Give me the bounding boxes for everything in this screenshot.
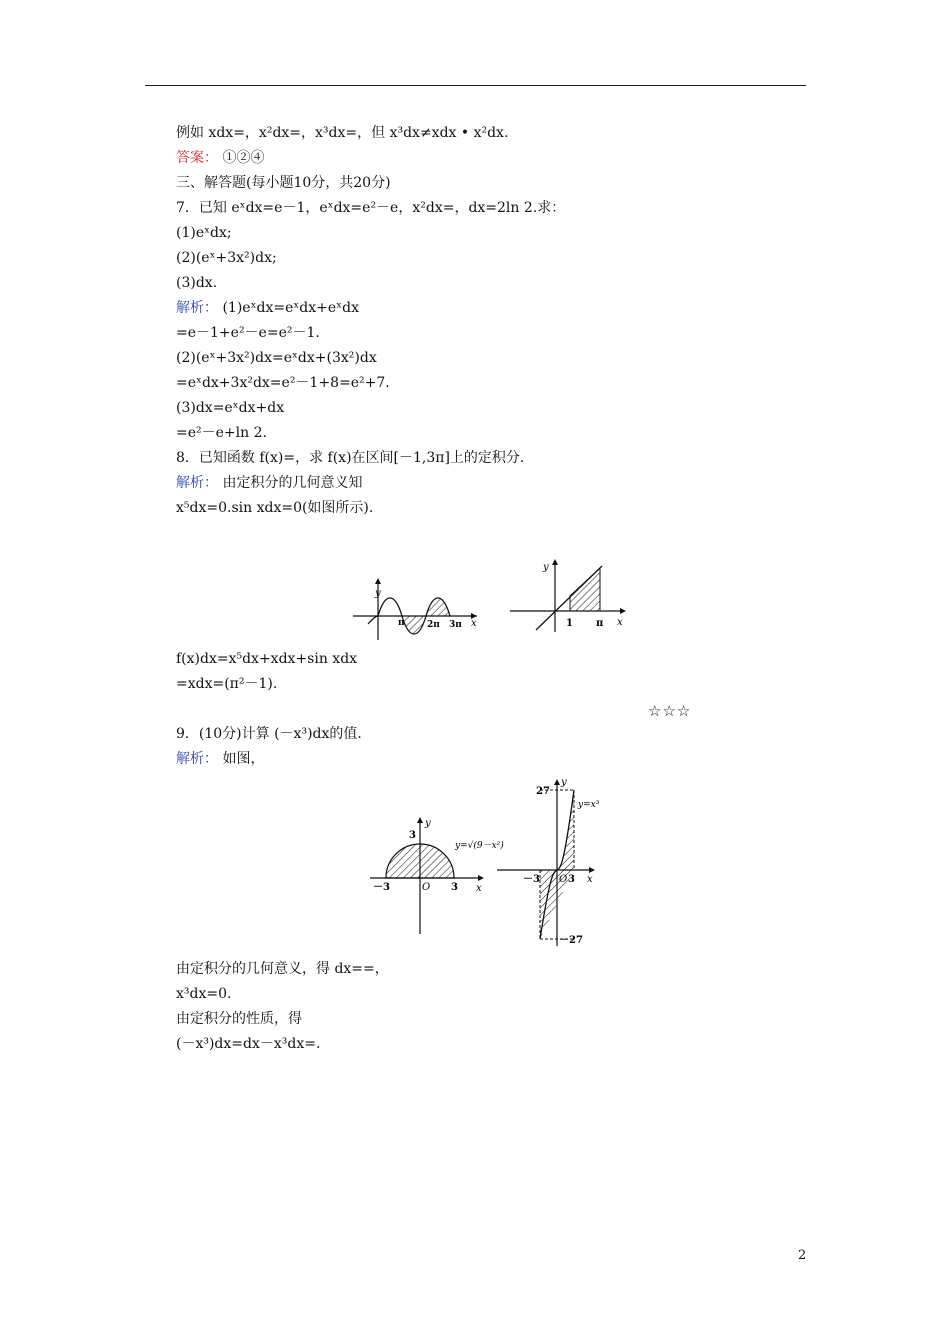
difficulty-stars: ☆☆☆ <box>648 702 692 720</box>
text-line <box>176 399 284 417</box>
text-line <box>176 124 508 142</box>
tick-3pi: 3π <box>449 620 462 630</box>
tick-neg3: －3 <box>373 882 390 893</box>
text-line <box>176 324 320 342</box>
line-text: (3)dx=eˣdx+dx <box>176 400 285 416</box>
line-text: 由定积分的性质，得 <box>176 1011 302 1027</box>
line-text: =e²－e+ln 2. <box>176 425 267 441</box>
axis-x-label: x <box>476 883 482 894</box>
line-text: f(x)dx=x⁵dx+xdx+sin xdx <box>176 651 358 667</box>
text-line <box>176 725 362 743</box>
line-text: (－x³)dx=dx－x³dx=. <box>176 1036 321 1052</box>
axis-x-label: x <box>471 618 477 629</box>
line-text: (3)dx. <box>176 275 218 291</box>
answer-label: 答案： <box>176 150 218 166</box>
tick-neg27: －27 <box>559 935 583 946</box>
axis-y-label: y <box>375 588 381 599</box>
text-line <box>176 424 267 442</box>
axis-y-label: y <box>425 818 431 829</box>
text-line <box>176 1010 302 1028</box>
tick-2pi: 2π <box>427 620 440 630</box>
line-text: =eˣdx+3x²dx=e²－1+8=e²+7. <box>176 375 390 391</box>
origin-label: O <box>559 874 568 885</box>
figure-cubic <box>495 776 615 948</box>
page-number: 2 <box>798 1248 807 1263</box>
text-line <box>176 249 277 267</box>
line-text: x⁵dx=0.sin xdx=0(如图所示). <box>176 500 374 516</box>
tick-1: 1 <box>566 618 573 629</box>
tick-pi: π <box>596 618 604 629</box>
tick-3-right: 3 <box>451 882 458 893</box>
tick-neg3: －3 <box>523 874 540 885</box>
text-line <box>176 960 389 978</box>
text-line <box>176 750 264 768</box>
line-text: =xdx=(π²－1). <box>176 676 278 692</box>
curve-label: y=√(9－x²) <box>455 841 504 851</box>
axis-y-label: y <box>543 562 549 573</box>
text-line <box>176 149 264 167</box>
line-text: ①②④ <box>218 150 265 166</box>
axis-x-label: x <box>617 617 623 628</box>
line-text: x³dx=0. <box>176 986 232 1002</box>
line-text: (1)eˣdx; <box>176 225 232 241</box>
origin-label: O <box>422 882 431 893</box>
text-line <box>176 299 359 317</box>
line-text: (1)eˣdx=eˣdx+eˣdx <box>218 300 359 316</box>
line-text: 由定积分的几何意义知 <box>218 475 363 491</box>
text-line <box>176 675 277 693</box>
line-text: 8．已知函数 f(x)=，求 f(x)在区间[－1,3π]上的定积分. <box>176 450 525 466</box>
text-line <box>176 224 232 242</box>
tick-pi: π <box>398 618 405 628</box>
answer-label: 解析： <box>176 751 218 767</box>
line-text: 例如 xdx=，x²dx=，x³dx=，但 x³dx≠xdx • x²dx. <box>176 125 509 141</box>
text-line <box>176 499 373 517</box>
tick-3: 3 <box>568 874 575 885</box>
text-line <box>176 199 565 217</box>
answer-label: 解析： <box>176 300 218 316</box>
text-line <box>176 174 391 192</box>
text-line <box>176 374 390 392</box>
line-text: 由定积分的几何意义，得 dx==， <box>176 961 389 977</box>
text-line <box>176 474 362 492</box>
figure-line <box>510 556 628 634</box>
figure-sine <box>345 574 485 646</box>
line-text: =e－1+e²－e=e²－1. <box>176 325 320 341</box>
text-line <box>176 650 357 668</box>
text-line <box>176 985 231 1003</box>
line-text: (2)(eˣ+3x²)dx; <box>176 250 277 266</box>
line-text: 如图， <box>218 751 265 767</box>
text-line <box>176 274 217 292</box>
text-line <box>176 1035 320 1053</box>
text-line <box>176 449 524 467</box>
text-line <box>176 349 377 367</box>
line-text: 三、解答题(每小题10分，共20分) <box>176 175 391 191</box>
axis-x-label: x <box>587 874 593 885</box>
line-text: (2)(eˣ+3x²)dx=eˣdx+(3x²)dx <box>176 350 377 366</box>
figure-semicircle <box>368 814 504 938</box>
line-text: 7．已知 eˣdx=e－1，eˣdx=e²－e，x²dx=，dx=2ln 2.求： <box>176 200 566 216</box>
tick-3-top: 3 <box>409 830 416 841</box>
answer-label: 解析： <box>176 475 218 491</box>
tick-27: 27 <box>536 786 550 797</box>
line-text: 9．(10分)计算 (－x³)dx的值. <box>176 726 362 742</box>
header-rule <box>145 85 806 86</box>
axis-y-label: y <box>561 777 567 788</box>
curve-label: y=x³ <box>578 800 600 810</box>
